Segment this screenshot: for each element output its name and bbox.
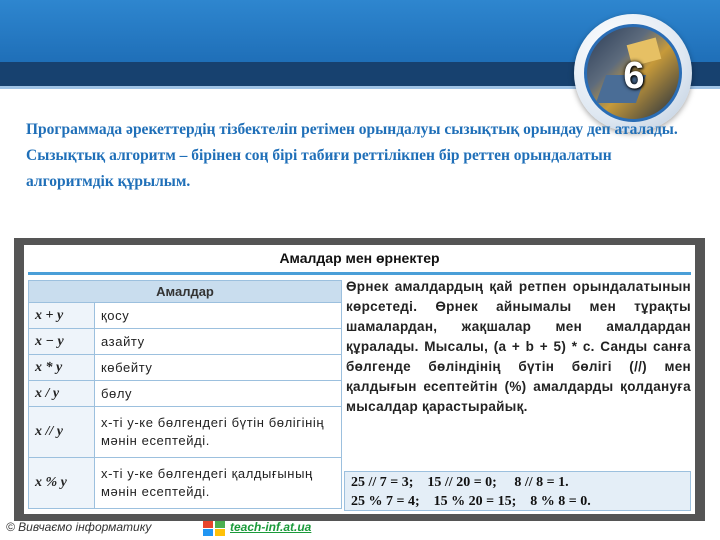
table-header-row (29, 281, 342, 303)
example-line: 25 % 7 = 4; 15 % 20 = 15; 8 % 8 = 0. (351, 494, 591, 509)
operation-desc: бөлу (95, 381, 342, 407)
intro-paragraph: Программада әрекеттердің тізбектеліп ретімен орындалуы сызықтық орындау деп аталады. Сызықтық алгоритм – бірінен соң бірі табиғи реттілікпен бір реттен орындалатын алгоритмдік құрылым. (26, 121, 678, 190)
operation-desc: қосу (95, 303, 342, 329)
table-header: Амалдар (29, 281, 342, 303)
table-row (29, 381, 342, 407)
example-line: 25 // 7 = 3; 15 // 20 = 0; 8 // 8 = 1. (351, 475, 569, 490)
table-row (29, 407, 342, 458)
operation-expr: x + y (29, 303, 95, 329)
operation-expr: x / y (29, 381, 95, 407)
operation-expr: x − y (29, 329, 95, 355)
footer-copyright: © Вивчаємо інформатику (6, 520, 152, 534)
operations-panel (14, 238, 705, 521)
table-row (29, 458, 342, 509)
table-row (29, 303, 342, 329)
table-row (29, 355, 342, 381)
operation-desc: көбейту (95, 355, 342, 381)
operation-expr: x * y (29, 355, 95, 381)
operation-desc: x-ті y-ке бөлгендегі бүтін бөлігінің мәнін есептейді. (95, 407, 342, 458)
panel-divider (28, 272, 691, 275)
grade-badge (574, 14, 692, 132)
panel-title: Амалдар мен өрнектер (279, 250, 440, 266)
operation-expr: x % y (29, 458, 95, 509)
operation-desc: азайту (95, 329, 342, 355)
examples-box (344, 471, 691, 511)
footer-link[interactable]: teach-inf.at.ua (230, 520, 312, 534)
panel-content (24, 245, 695, 514)
windows-logo-icon (202, 519, 226, 537)
badge-number: 6 (623, 55, 645, 97)
operations-table (28, 280, 342, 509)
operation-desc: x-ті y-ке бөлгендегі қалдығының мәнін есептейді. (95, 458, 342, 509)
operation-expr: x // y (29, 407, 95, 458)
explanation-text: Өрнек амалдардың қай ретпен орындалатынын көрсетеді. Өрнек айнымалы мен тұрақты шамалардан, жақшалар мен амалдардан құралады. Мысалы, (a + b + 5) * c. Санды санға бөлгенде бөліндінің бүтін бөлігі (//) мен қалдығын есептейтін (%) амалдарды қолдануға мысалдар қарастырайық. (346, 279, 691, 414)
table-row (29, 329, 342, 355)
